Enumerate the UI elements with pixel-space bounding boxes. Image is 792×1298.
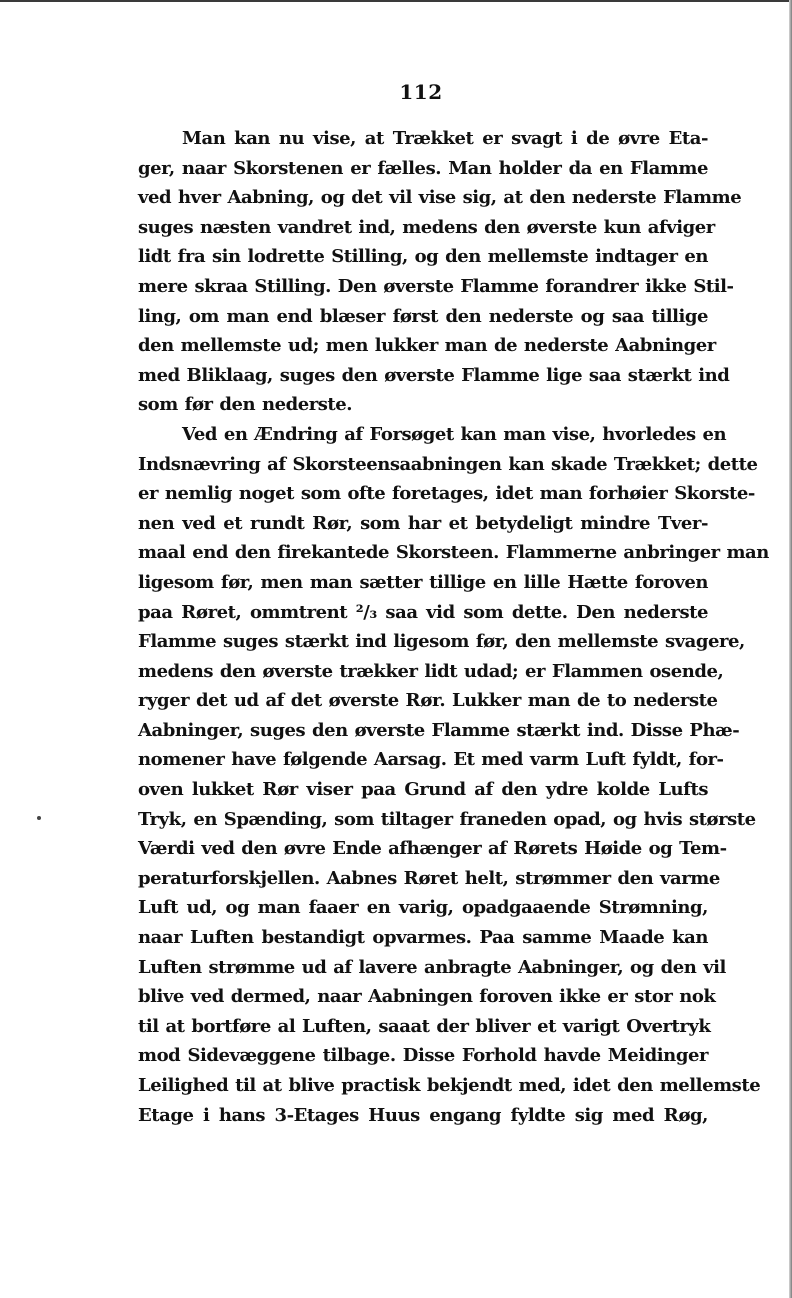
text-line: Indsnævring af Skorsteensaabningen kan skade Trækket; dette [138,453,758,475]
text-line: Aabninger, suges den øverste Flamme stærkt ind. Disse Phæ- [138,719,740,741]
text-line: Etage i hans 3-Etages Huus engang fyldte sig med Røg, [138,1104,708,1126]
text-line: Ved en Ændring af Forsøget kan man vise, hvorledes en [182,423,727,445]
text-line: nomener have følgende Aarsag. Et med varm Luft fyldt, for- [138,749,724,771]
text-line: mod Sidevæggene tilbage. Disse Forhold havde Meidinger [138,1045,708,1067]
text-line: paa Røret, ommtrent ²/₃ saa vid som dette. Den nederste [138,601,708,623]
text-line: blive ved dermed, naar Aabningen foroven ikke er stor nok [138,986,716,1008]
text-line: ger, naar Skorstenen er fælles. Man holder da en Flamme [138,157,708,179]
text-line: ved hver Aabning, og det vil vise sig, at den nederste Flamme [138,187,742,209]
text-line: er nemlig noget som ofte foretages, idet man forhøier Skorste- [138,483,755,505]
text-line: peraturforskjellen. Aabnes Røret helt, strømmer den varme [138,867,720,889]
text-line: lidt fra sin lodrette Stilling, og den mellemste indtager en [138,246,708,268]
text-line: naar Luften bestandigt opvarmes. Paa samme Maade kan [138,927,708,949]
page-number: 112 [399,80,443,104]
text-line: som før den nederste. [138,394,353,416]
page-top-edge [0,0,792,2]
text-line: ryger det ud af det øverste Rør. Lukker man de to nederste [138,690,718,712]
text-line: Leilighed til at blive practisk bekjendt med, idet den mellemste [138,1075,761,1096]
text-line: til at bortføre al Luften, saaat der bliver et varigt Overtryk [138,1015,711,1037]
text-line: Flamme suges stærkt ind ligesom før, den mellemste svagere, [138,631,745,653]
text-line: Værdi ved den øvre Ende afhænger af Rørets Høide og Tem- [138,838,727,860]
text-line: medens den øverste trækker lidt udad; er Flammen osende, [138,660,724,682]
text-line: Tryk, en Spænding, som tiltager franeden opad, og hvis største [138,808,756,830]
text-line: Luft ud, og man faaer en varig, opadgaaende Strømning, [138,897,708,919]
text-line: Luften strømme ud af lavere anbragte Aabninger, og den vil [138,956,726,978]
text-line: mere skraa Stilling. Den øverste Flamme forandrer ikke Stil- [138,275,734,297]
text-line: maal end den firekantede Skorsteen. Flammerne anbringer man [138,542,769,564]
text-line: nen ved et rundt Rør, som har et betydeligt mindre Tver- [138,512,708,534]
margin-speck [37,816,41,820]
text-line: den mellemste ud; men lukker man de nederste Aabninger [138,335,716,357]
paragraph-2 [138,420,769,1130]
text-line: Man kan nu vise, at Trækket er svagt i de øvre Eta- [182,128,708,149]
text-line: oven lukket Rør viser paa Grund af den ydre kolde Lufts [138,779,708,801]
text-line: ling, om man end blæser først den nederste og saa tillige [138,305,708,327]
body-text [138,124,769,1130]
paragraph-1 [138,124,742,420]
text-line: suges næsten vandret ind, medens den øverste kun afviger [138,216,715,238]
text-line: ligesom før, men man sætter tillige en lille Hætte foroven [138,571,708,593]
text-line: med Bliklaag, suges den øverste Flamme lige saa stærkt ind [138,364,730,386]
